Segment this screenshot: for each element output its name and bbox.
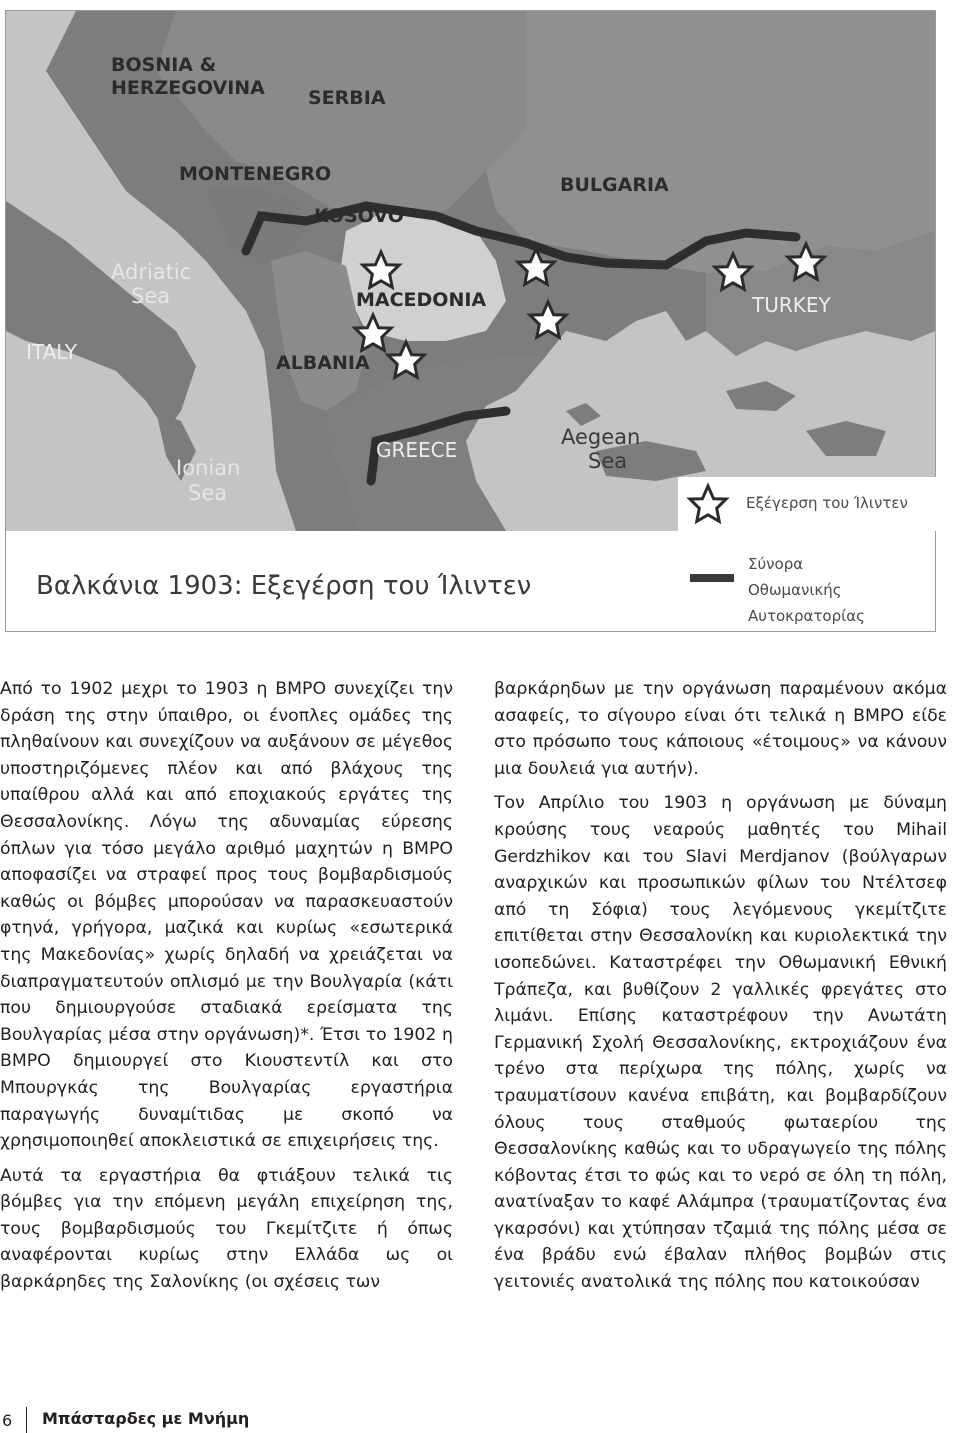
- label-greece: GREECE: [376, 438, 458, 462]
- legend-uprising-label: Εξέγερση του Ίλιντεν: [746, 494, 908, 512]
- paragraph: Από το 1902 μεχρι το 1903 η ΒΜΡΟ συνεχίζει την δράση της στην ύπαιθρο, οι ένοπλες ομάδες της πληθαίνουν και συνεχίζουν να αυξάνουν σε μέγεθος υποστηριζόμενες πλέον και από βλάχους της υπαίθρου αλλά και από εποχιακούς εργάτες της Θεσσαλονίκης. Λόγω της αδυναμίας εύρεσης όπλων για τόσο μεγάλο αριθμό μαχητών η ΒΜΡΟ αποφασίζει να στραφεί προς τους βομβαρδισμούς καθώς οι βόμβες μπορούσαν να παρασκευαστούν φτηνά, γρήγορα, μαζικά και κυρίως «εσωτερικά της Μακεδονίας» χωρίς δηλαδή να χρειάζεται να διαπραγματευτούν οπλισμό με την Βουλγαρία (κάτι που δημιουργούσε σταδιακά ερείσματα της Βουλγαρίας μέσα στην οργάνωση)*. Έτσι το 1902 η ΒΜΡΟ δημιουργεί στο Κιουστεντίλ και στο Μπουργκάς της Βουλγαρίας εργαστήρια παραγωγής δυναμίτιδας με σκοπό να χρησιμοποιηθεί αποκλειστικά σε επιχειρήσεις της.: [0, 679, 453, 1152]
- legend-border-label: [748, 551, 928, 629]
- label-ionian: Ionian: [176, 456, 241, 480]
- map-title: Βαλκάνια 1903: Εξεγέρση του Ίλιντεν: [36, 571, 532, 601]
- label-italy: ITALY: [26, 340, 77, 364]
- label-aegean: Aegean: [561, 425, 641, 449]
- page-number: 6: [2, 1411, 13, 1430]
- map-figure: [5, 10, 936, 632]
- article-column-right: [494, 676, 947, 1304]
- legend-border-line1: Σύνορα: [748, 555, 804, 573]
- label-adriatic: Adriatic: [111, 260, 192, 284]
- label-bulgaria: BULGARIA: [560, 174, 669, 196]
- legend-border-swatch: [690, 574, 734, 582]
- footer-divider: [26, 1407, 27, 1433]
- legend-uprising: [678, 477, 936, 531]
- paragraph: Αυτά τα εργαστήρια θα φτιάξουν τελικά τις βόμβες για την επόμενη μεγάλη επιχείρηση της, τους βομβαρδισμούς του Γκεμίτζιτε ή όπως αναφέρονται κυρίως στην Ελλάδα ως οι βαρκάρηδες της Σαλονίκης (οι σχέσεις των: [0, 1165, 453, 1293]
- paragraph: Τον Απρίλιο του 1903 η οργάνωση με δύναμη κρούσης τους νεαρούς μαθητές του Mihail Gerdzhikov και του Slavi Merdjanov (βούλγαρων αναρχικών και προσωπικών φίλων του Ντέλτσεφ από τη Σόφια) τους λεγόμενους γκεμίτζιτε επιτίθεται στην Θεσσαλονίκη και κυριολεκτικά την ισοπεδώνει. Καταστρέφει την Οθωμανική Εθνική Τράπεζα, και βυθίζουν 2 γαλλικές φρεγάτες στο λιμάνι. Επίσης καταστρέφουν την Ανωτάτη Γερμανική Σχολή Θεσσαλονίκης, εκτροχιάζουν ένα τρένο στα περίχωρα της πόλης, χωρίς να τραυματίσουν κανένα επιβάτη, και βομβαρδίζουν όλους τους σταθμούς φωταερίου της Θεσσαλονίκης καθώς και το υδραγωγείο της πόλης κόβοντας έτσι το φώς και το νερό σε όλη τη πόλη, ανατίναξαν το καφέ Αλάμπρα (τραυματίζοντας ένα γκαρσόνι) και χτύπησαν τζαμιά της πόλης μέσα σε ένα βράδυ ενώ έβαλαν πλήθος βομβών στις γειτονιές ανατολικά της πόλης που κατοικούσαν: [494, 793, 947, 1293]
- label-albania: ALBANIA: [276, 352, 370, 374]
- article-column-left: [0, 676, 453, 1304]
- label-herzegovina: HERZEGOVINA: [111, 77, 265, 99]
- star-icon: [686, 483, 730, 527]
- legend-border-line2: Οθωμανικής: [748, 581, 842, 599]
- label-adriatic-sea: Sea: [131, 284, 171, 308]
- footer-title: Μπάσταρδες με Μνήμη: [42, 1409, 250, 1428]
- label-ionian-sea: Sea: [188, 481, 228, 505]
- label-serbia: SERBIA: [308, 87, 386, 109]
- land-bulgaria: [486, 11, 935, 273]
- label-macedonia: MACEDONIA: [356, 289, 487, 311]
- label-montenegro: MONTENEGRO: [179, 163, 332, 185]
- label-bosnia: BOSNIA &: [111, 54, 217, 76]
- label-kosovo: KOSOVO: [314, 205, 404, 227]
- label-turkey: TURKEY: [752, 293, 831, 317]
- legend-border-line3: Αυτοκρατορίας: [748, 607, 865, 625]
- paragraph: βαρκάρηδων με την οργάνωση παραμένουν ακόμα ασαφείς, το σίγουρο είναι ότι τελικά η ΒΜΡΟ είδε στο πρόσωπο τους κάποιους «έτοιμους» να κάνουν μια δουλειά για αυτήν).: [494, 679, 947, 779]
- label-aegean-sea: Sea: [588, 449, 628, 473]
